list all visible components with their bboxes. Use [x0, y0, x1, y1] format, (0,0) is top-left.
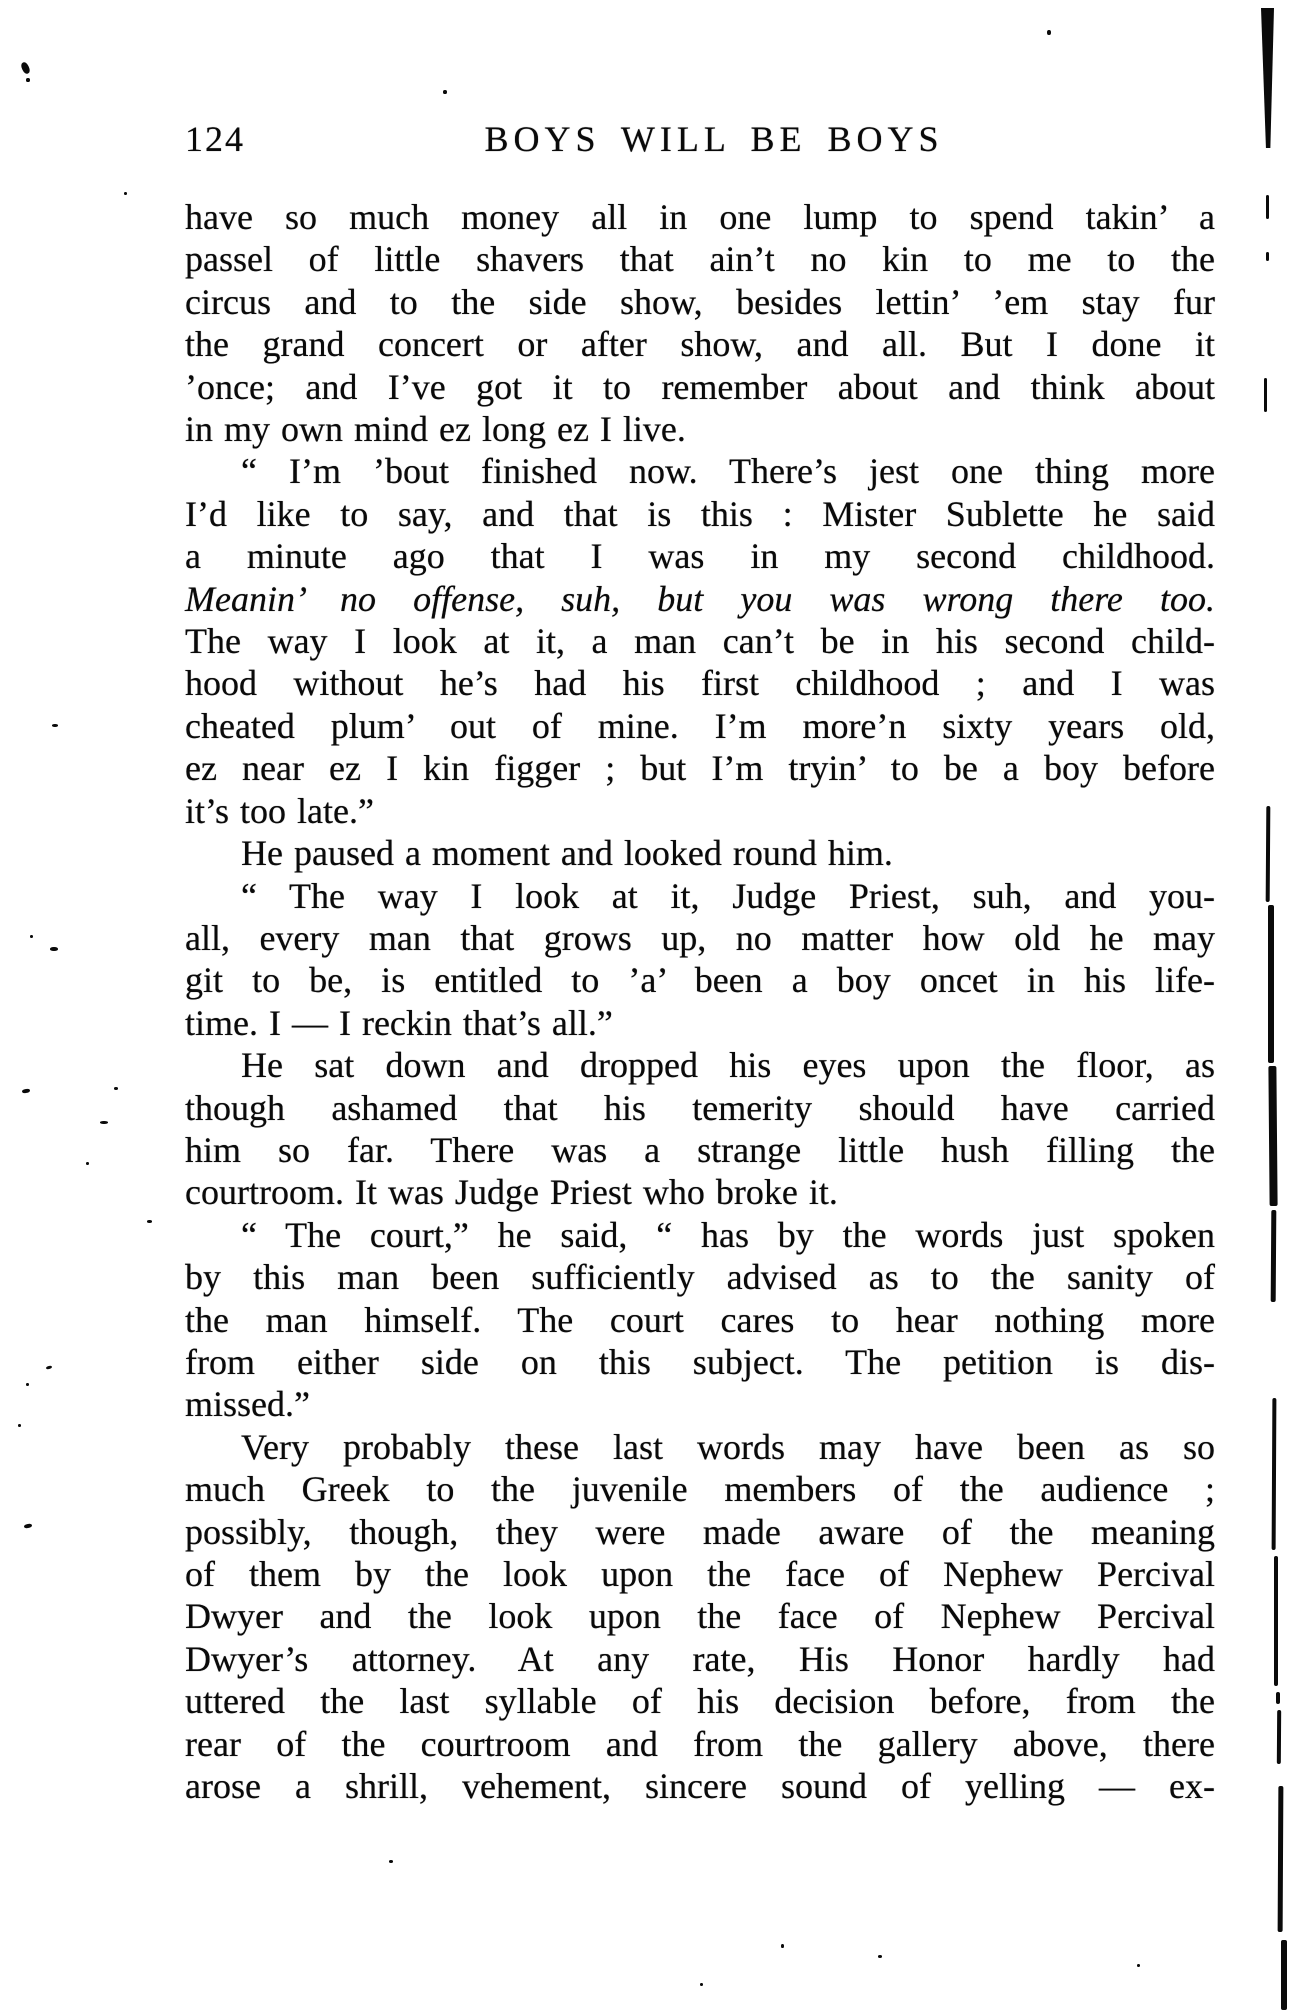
text-line: by this man been sufficiently advised as to the sanity of: [185, 1257, 1215, 1298]
text-line: Dwyer and the look upon the face of Nephew Percival: [185, 1596, 1215, 1637]
binding-crease-mark: [1268, 905, 1274, 1063]
binding-crease-mark: [1276, 1692, 1280, 1704]
ink-speck: [1137, 1964, 1140, 1967]
ink-speck: [114, 1087, 118, 1090]
text-line: him so far. There was a strange little hush filling the: [185, 1129, 1215, 1170]
text-line: the man himself. The court cares to hear nothing more: [185, 1299, 1215, 1340]
binding-crease-mark: [1261, 8, 1274, 148]
binding-crease-mark: [1281, 1940, 1287, 2010]
ink-speck: [389, 1860, 393, 1863]
ink-speck: [124, 192, 127, 195]
ink-speck: [26, 78, 30, 82]
binding-crease-mark: [1266, 806, 1271, 902]
page-number: 124: [185, 119, 245, 159]
ink-speck: [26, 1383, 29, 1386]
ink-speck: [22, 1088, 31, 1093]
text-line: circus and to the side show, besides lettin’ ’em stay fur: [185, 281, 1215, 322]
text-line: He sat down and dropped his eyes upon the floor, as: [241, 1045, 1215, 1086]
binding-crease-mark: [1271, 1210, 1277, 1302]
ink-speck: [18, 1424, 21, 1427]
binding-crease-mark: [1274, 1556, 1278, 1686]
ink-speck: [147, 1220, 152, 1223]
ink-speck: [24, 1523, 33, 1529]
text-line: “ The way I look at it, Judge Priest, suh, and you-: [241, 875, 1215, 916]
text-line: arose a shrill, vehement, sincere sound of yelling — ex-: [185, 1766, 1215, 1807]
text-line: ’once; and I’ve got it to remember about and think about: [185, 366, 1215, 407]
ink-speck: [50, 947, 58, 951]
ink-speck: [46, 1365, 53, 1369]
text-line: passel of little shavers that ain’t no kin to me to the: [185, 239, 1215, 280]
ink-speck: [443, 90, 447, 94]
text-line: all, every man that grows up, no matter how old he may: [185, 917, 1215, 958]
binding-crease-mark: [1278, 1786, 1284, 1932]
text-line: a minute ago that I was in my second childhood.: [185, 536, 1215, 577]
text-line: Meanin’ no offense, suh, but you was wrong there too.: [185, 578, 1215, 619]
text-line: “ The court,” he said, “ has by the words just spoken: [241, 1214, 1215, 1255]
text-line: I’d like to say, and that is this : Mister Sublette he said: [185, 493, 1215, 534]
binding-crease-mark: [1266, 252, 1269, 261]
text-line: possibly, though, they were made aware of the meaning: [185, 1511, 1215, 1552]
ink-speck: [86, 1162, 89, 1165]
text-line: missed.”: [185, 1384, 310, 1425]
ink-speck: [781, 1944, 784, 1948]
text-line: ez near ez I kin figger ; but I’m tryin’ to be a boy before: [185, 748, 1215, 789]
binding-crease-mark: [1268, 1066, 1277, 1206]
text-line: have so much money all in one lump to spend takin’ a: [185, 197, 1215, 237]
binding-crease-mark: [1277, 1710, 1281, 1764]
binding-crease-mark: [1264, 378, 1267, 412]
text-line: Dwyer’s attorney. At any rate, His Honor hardly had: [185, 1638, 1215, 1679]
ink-speck: [30, 935, 33, 938]
text-line: The way I look at it, a man can’t be in his second child-: [185, 621, 1215, 662]
text-line: rear of the courtroom and from the gallery above, there: [185, 1723, 1215, 1764]
ink-speck: [700, 1983, 703, 1986]
ink-speck: [1047, 30, 1051, 35]
text-line: much Greek to the juvenile members of the audience ;: [185, 1469, 1215, 1510]
text-line: He paused a moment and looked round him.: [241, 833, 893, 874]
text-line: the grand concert or after show, and all. But I done it: [185, 324, 1215, 365]
text-line: it’s too late.”: [185, 790, 374, 831]
text-line: hood without he’s had his first childhood ; and I was: [185, 663, 1215, 704]
text-line: git to be, is entitled to ’a’ been a boy oncet in his life-: [185, 960, 1215, 1001]
text-line: of them by the look upon the face of Nephew Percival: [185, 1554, 1215, 1594]
text-line: uttered the last syllable of his decision before, from the: [185, 1681, 1215, 1722]
ink-speck: [20, 61, 31, 75]
ink-speck: [100, 1121, 108, 1124]
text-line: cheated plum’ out of mine. I’m more’n sixty years old,: [185, 705, 1215, 746]
text-line: “ I’m ’bout finished now. There’s jest one thing more: [241, 451, 1215, 492]
text-line: courtroom. It was Judge Priest who broke it.: [185, 1172, 838, 1213]
text-line: in my own mind ez long ez I live.: [185, 409, 686, 450]
ink-speck: [878, 1955, 882, 1958]
page-title: BOYS WILL BE BOYS: [484, 119, 944, 159]
running-head: [185, 118, 1215, 164]
binding-crease-mark: [1266, 195, 1269, 219]
ink-speck: [52, 724, 58, 727]
body-text: [185, 196, 1215, 1807]
text-line: from either side on this subject. The petition is dis-: [185, 1341, 1215, 1382]
text-line: though ashamed that his temerity should have carried: [185, 1087, 1215, 1128]
text-line: time. I — I reckin that’s all.”: [185, 1002, 613, 1043]
text-line: Very probably these last words may have been as so: [241, 1426, 1215, 1467]
binding-crease-mark: [1272, 1398, 1277, 1550]
